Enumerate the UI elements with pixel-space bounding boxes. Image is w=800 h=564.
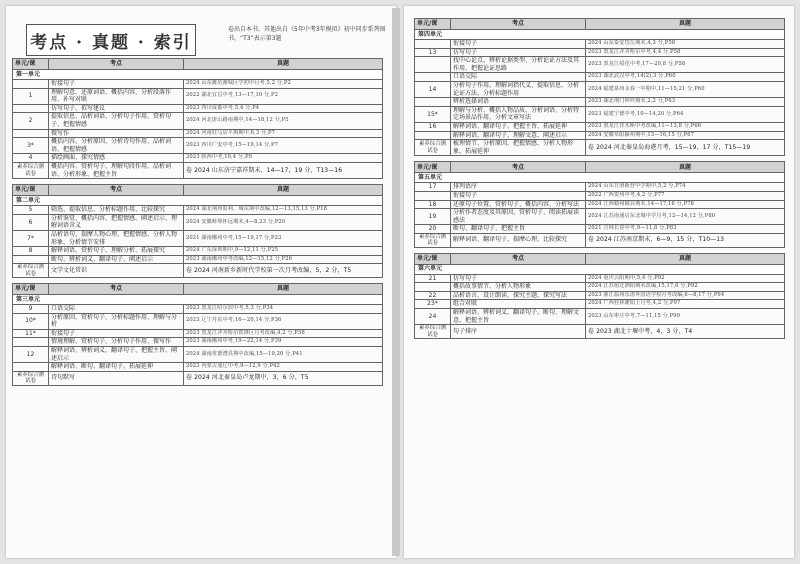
unit-cell: 6	[13, 214, 49, 230]
exam-cell: 2023 湖北武汉中考,14(2),3 分,P60	[586, 73, 785, 82]
exam-cell: 2024 重庆云阳期中,5,4 分,P92	[586, 274, 785, 283]
unit-cell: 素养综合测试卷	[13, 162, 49, 178]
unit-cell: 18	[415, 200, 451, 209]
point-cell: 概括故事情节、分析人物形象	[451, 283, 586, 292]
column-header-row	[415, 162, 785, 173]
unit-cell: 14	[415, 81, 451, 97]
header-exam: 真题	[184, 185, 383, 196]
section-title-row	[13, 196, 383, 206]
unit-cell: 22	[415, 291, 451, 300]
index-row	[13, 347, 383, 363]
unit-cell: 7*	[13, 230, 49, 246]
unit-cell: 2	[13, 113, 49, 129]
exam-cell: 2024 山东泰安岱岳期末,4,3 分,P58	[586, 40, 785, 49]
point-cell: 分析句子作用、理解词指代义、提取信息、分析论证方法、分析标题作用	[451, 81, 586, 97]
exam-cell: 2023 湖南郴州中考改编,12—15,12 分,P26	[184, 255, 383, 264]
point-cell: 理解与分析、概括人物品质、分析词语、分析特定场景品作用、分析文章写法	[451, 106, 586, 122]
unit-cell: 13	[415, 48, 451, 57]
point-cell: 分析原因、赏析句子、分析标题作用、理解与分析	[49, 313, 184, 329]
point-cell: 句子排序	[451, 325, 586, 339]
index-row	[13, 138, 383, 154]
exam-cell: 2023 浙江温州乐清外国语学校月考改编,6—8,17 分,P94	[586, 291, 785, 300]
unit-cell	[415, 98, 451, 107]
unit-cell	[415, 191, 451, 200]
unit-cell	[13, 338, 49, 347]
exam-cell: 2023 湖南郴州中考,19—22,14 分,P39	[184, 338, 383, 347]
index-row	[13, 104, 383, 113]
unit-cell: 素养综合测试卷	[13, 371, 49, 385]
index-row	[415, 233, 785, 247]
unit-cell	[415, 131, 451, 140]
exam-cell: 2023 湖北荆门钟祥期末,2,2 分,P63	[586, 98, 785, 107]
index-row	[415, 191, 785, 200]
index-row	[13, 264, 383, 278]
unit-cell: 1	[13, 88, 49, 104]
unit-cell: 23*	[415, 300, 451, 309]
point-cell: 衔接句子	[49, 80, 184, 89]
exam-cell: 卷 2024 河北秦皇岛海港月考，15—19，17 分，T15—19	[586, 140, 785, 156]
index-title: 考点 · 真题 · 索引	[30, 32, 192, 53]
point-cell: 筛选、提取信息、分析标题作用、比较探究	[49, 206, 184, 215]
point-cell: 分析作者态度及其原因、赏析句子、阅读拓展读感法	[451, 209, 586, 225]
point-cell: 品析语句、揣摩人物心理、把握情感、分析人物形象、分析情节安排	[49, 230, 184, 246]
index-row	[415, 283, 785, 292]
point-cell: 梳理情节、分析原因、把握情感、分析人物形象、拓展延伸	[451, 140, 586, 156]
column-header-row	[13, 185, 383, 196]
point-cell: 解释词语、翻译句子、把握主旨、拓展延伸	[451, 122, 586, 131]
unit-cell: 9	[13, 305, 49, 314]
unit-cell: 21	[415, 274, 451, 283]
point-cell: 口语交际	[49, 305, 184, 314]
header-point: 考点	[451, 19, 586, 30]
header-unit: 单元/课	[13, 284, 49, 295]
unit-cell: 素养综合测试卷	[13, 264, 49, 278]
exam-cell: 2021 湖南郴州中考,15—19,17 分,P23	[184, 230, 383, 246]
column-header-row	[13, 59, 383, 70]
index-row	[415, 140, 785, 156]
exam-cell: 2023 山东枣庄中考,7—11,15 分,P99	[586, 309, 785, 325]
index-row	[13, 313, 383, 329]
unit-cell: 4	[13, 154, 49, 163]
exam-cell: 卷 2024 河南新乡新时代学校第一次月考改编，5，2 分，T5	[184, 264, 383, 278]
index-row	[13, 206, 383, 215]
section-title-row	[415, 264, 785, 274]
section-title: 第六单元	[415, 264, 785, 274]
unit-cell: 素养综合测试卷	[415, 233, 451, 247]
exam-cell: 2023 福建宁德中考,10—14,20 分,P64	[586, 106, 785, 122]
column-header-row	[415, 19, 785, 30]
exam-cell: 2023 辽宁丹东中考,16—20,14 分,P36	[184, 313, 383, 329]
point-cell: 排列语序	[451, 183, 586, 192]
exam-cell: 2023 四川成都中考,5,4 分,P4	[184, 104, 383, 113]
point-cell: 衔接句子	[451, 40, 586, 49]
index-row	[13, 129, 383, 138]
index-row	[415, 48, 785, 57]
column-header-row	[415, 253, 785, 264]
exam-cell: 2023 黑龙江齐齐哈尔中考,4,4 分,P58	[586, 48, 785, 57]
header-unit: 单元/课	[415, 19, 451, 30]
index-row	[415, 81, 785, 97]
index-row	[415, 131, 785, 140]
unit-cell: 12	[13, 347, 49, 363]
index-row	[415, 309, 785, 325]
point-cell: 断句、翻译句子、把握主旨	[451, 225, 586, 234]
index-row	[13, 247, 383, 256]
point-cell: 找中心论点、辨析论据类型、分析论证方法及其作用、把握论证思路	[451, 57, 586, 73]
unit-cell: 19	[415, 209, 451, 225]
section-title: 第一单元	[13, 70, 383, 80]
point-cell: 概括内容、分析原因、分析诗句作用、品析词语、把握情感	[49, 138, 184, 154]
exam-cell: 2024 江苏宿迁泗阳期末改编,15,17,6 分,P92	[586, 283, 785, 292]
unit-cell	[13, 80, 49, 89]
section-title: 第三单元	[13, 295, 383, 305]
unit-cell	[415, 283, 451, 292]
column-header-row	[13, 284, 383, 295]
index-row	[13, 80, 383, 89]
exam-cell: 2024 湖南常德澧县期中改编,15—19,20 分,P41	[184, 347, 383, 363]
unit-cell: 素养综合测试卷	[415, 140, 451, 156]
header-point: 考点	[49, 185, 184, 196]
exam-cell: 2024 福建泉州永春一中期中,11—15,21 分,P60	[586, 81, 785, 97]
unit-cell	[415, 57, 451, 73]
point-cell: 衔接句子	[49, 329, 184, 338]
page-gutter	[392, 8, 400, 556]
header-exam: 真题	[586, 253, 785, 264]
point-cell: 微写作	[49, 129, 184, 138]
point-cell: 解释词语、赏析句子、理解分析、拓展探究	[49, 247, 184, 256]
unit-cell	[415, 40, 451, 49]
exam-cell: 2023 黑龙江绥化中考,17—20,8 分,P58	[586, 57, 785, 73]
unit-cell	[13, 363, 49, 372]
index-row	[415, 274, 785, 283]
header-point: 考点	[451, 253, 586, 264]
unit-cell: 20	[415, 225, 451, 234]
point-cell: 辨析选择词语	[451, 98, 586, 107]
point-cell: 还原句子位置、赏析句子、概括内容、分析写法	[451, 200, 586, 209]
index-row	[13, 255, 383, 264]
unit-cell: 24	[415, 309, 451, 325]
point-cell: 解释词语、翻译句子、揣摩心理、比较探究	[451, 233, 586, 247]
index-row	[13, 305, 383, 314]
point-cell: 提取信息、品析词语、分析句子作用、赏析句子、把握情感	[49, 113, 184, 129]
section-title: 第五单元	[415, 173, 785, 183]
header-point: 考点	[451, 162, 586, 173]
unit-cell: 5	[13, 206, 49, 215]
point-cell: 情境理解、赏析句子、分析句子作用、微写作	[49, 338, 184, 347]
index-row	[13, 329, 383, 338]
point-cell: 品析语言、设计朗读、探究主题、探究写法	[451, 291, 586, 300]
exam-cell: 2024 江苏南通启东北城中学月考,12—14,12 分,P80	[586, 209, 785, 225]
index-row	[415, 325, 785, 339]
exam-cell: 2022 湖北宜昌中考,13—17,10 分,P2	[184, 88, 383, 104]
point-cell: 仿写句子	[451, 48, 586, 57]
exam-cell: 2023 陕西中考,19,4 分,P9	[184, 154, 383, 163]
section-title: 第四单元	[415, 30, 785, 40]
exam-cell: 2024 广西桂林灌阳上月考,4,2 分,P97	[586, 300, 785, 309]
index-row	[415, 57, 785, 73]
index-row	[13, 371, 383, 385]
exam-cell: 2024 河北唐山路南期中,14—18,12 分,P5	[184, 113, 383, 129]
point-cell: 口语交际	[451, 73, 586, 82]
source-note: 卷出自本书，其他出自《5年中考3年模拟》初中同步系列图书。“T3”表示第3题	[228, 26, 386, 42]
unit-cell: 3*	[13, 138, 49, 154]
index-row	[415, 291, 785, 300]
section-title: 第二单元	[13, 196, 383, 206]
index-row	[415, 225, 785, 234]
point-cell: 解释词语、断句、翻译句子、拓展延伸	[49, 363, 184, 372]
point-cell: 断句、辨析词义、翻译句子、阐述启示	[49, 255, 184, 264]
exam-cell: 2024 湖北荆州监利、城东期中改编,12—13,15,13 分,P18	[184, 206, 383, 215]
exam-cell: 2023 内蒙古通辽中考,9—12,9 分,P42	[184, 363, 383, 372]
right-page	[404, 6, 794, 558]
header-exam: 真题	[184, 284, 383, 295]
point-cell: 解释词语、辨析词义、翻译句子、把握主旨、阐述启示	[49, 347, 184, 363]
exam-cell: 2024 山东潍坊潍城区学初中月考,5,2 分,P2	[184, 80, 383, 89]
point-cell: 概括内容、赏析句子、理解句段作用、品析词语、分析形象、把握主旨	[49, 162, 184, 178]
exam-cell: 2024 河南驻马店平舆期中,6,3 分,P7	[184, 129, 383, 138]
unit-cell	[13, 255, 49, 264]
point-cell: 诗句默写	[49, 371, 184, 385]
header-unit: 单元/课	[13, 59, 49, 70]
exam-cell: 2021 吉林长春中考,9—11,8 分,P83	[586, 225, 785, 234]
index-row	[13, 113, 383, 129]
unit-cell: 17	[415, 183, 451, 192]
unit-cell: 11*	[13, 329, 49, 338]
section-title-row	[13, 70, 383, 80]
unit-cell: 16	[415, 122, 451, 131]
point-cell: 分析鉴赏、概括内容、把握情感、阐述启示、理解词语含义	[49, 214, 184, 230]
exam-cell: 卷 2024 河北秦皇岛卢龙期中，3，6 分，T5	[184, 371, 383, 385]
section-title-row	[415, 30, 785, 40]
unit-cell	[415, 73, 451, 82]
index-title-box	[26, 24, 196, 56]
header-exam: 真题	[586, 162, 785, 173]
header-unit: 单元/课	[13, 185, 49, 196]
exam-cell: 2024 安徽阜阳颍州期中,13—16,15 分,P67	[586, 131, 785, 140]
exam-cell: 2024 广东深圳期中,9—12,11 分,P25	[184, 247, 383, 256]
exam-cell: 2023 黑龙江哈尔滨中考,5,3 分,P34	[184, 305, 383, 314]
unit-cell	[13, 129, 49, 138]
index-row	[13, 338, 383, 347]
header-exam: 真题	[184, 59, 383, 70]
index-table-right	[414, 18, 785, 339]
header-unit: 单元/课	[415, 162, 451, 173]
exam-cell: 2022 广西贺州中考,4,2 分,P77	[586, 191, 785, 200]
index-row	[415, 209, 785, 225]
exam-cell: 2024 安徽蚌埠怀远期末,4—8,23 分,P20	[184, 214, 383, 230]
point-cell: 仿写句子、拟写建议	[49, 104, 184, 113]
point-cell: 解释词语、辨析词义、翻译句子、断句、理解文意、把握主旨	[451, 309, 586, 325]
unit-cell	[13, 104, 49, 113]
left-page	[6, 6, 396, 558]
exam-cell: 卷 2024 山东济宁嘉祥期末，14—17，19 分，T13—16	[184, 162, 383, 178]
exam-cell: 2024 江西赣州赣县期末,14—17,16 分,P78	[586, 200, 785, 209]
index-row	[13, 230, 383, 246]
index-row	[415, 98, 785, 107]
point-cell: 解释词语、翻译句子、理解文意、阐述启示	[451, 131, 586, 140]
header-exam: 真题	[586, 19, 785, 30]
index-row	[13, 162, 383, 178]
index-row	[13, 363, 383, 372]
unit-cell: 8	[13, 247, 49, 256]
exam-cell: 卷 2024 江苏南京期末，6—9，15 分，T10—13	[586, 233, 785, 247]
header-unit: 单元/课	[415, 253, 451, 264]
exam-cell: 卷 2023 湖北十堰中考，4，3 分，T4	[586, 325, 785, 339]
header-point: 考点	[49, 284, 184, 295]
unit-cell: 15*	[415, 106, 451, 122]
index-row	[415, 122, 785, 131]
index-row	[13, 214, 383, 230]
point-cell: 组合对联	[451, 300, 586, 309]
exam-cell: 2023 黑龙江佳木斯中考改编,11—13,8 分,P66	[586, 122, 785, 131]
point-cell: 文学文化常识	[49, 264, 184, 278]
index-row	[415, 300, 785, 309]
point-cell: 理解句意、还原词语、概括内容、分析段落作用、补写对联	[49, 88, 184, 104]
exam-cell: 2023 黑龙江齐齐哈尔铁锋区月考改编,4,2 分,P38	[184, 329, 383, 338]
exam-cell: 2023 四川广安中考,15—19,14 分,P7	[184, 138, 383, 154]
point-cell: 衔接句子	[451, 191, 586, 200]
section-title-row	[13, 295, 383, 305]
exam-cell: 2024 山东日照新营中学期中,5,2 分,P74	[586, 183, 785, 192]
index-row	[415, 73, 785, 82]
point-cell: 仿写句子	[451, 274, 586, 283]
index-row	[415, 200, 785, 209]
header-point: 考点	[49, 59, 184, 70]
unit-cell: 素养综合测试卷	[415, 325, 451, 339]
unit-cell: 10*	[13, 313, 49, 329]
index-table-left	[12, 58, 383, 386]
index-row	[13, 88, 383, 104]
index-row	[415, 106, 785, 122]
index-row	[13, 154, 383, 163]
index-row	[415, 40, 785, 49]
index-row	[415, 183, 785, 192]
point-cell: 描绘画面、探究情感	[49, 154, 184, 163]
section-title-row	[415, 173, 785, 183]
